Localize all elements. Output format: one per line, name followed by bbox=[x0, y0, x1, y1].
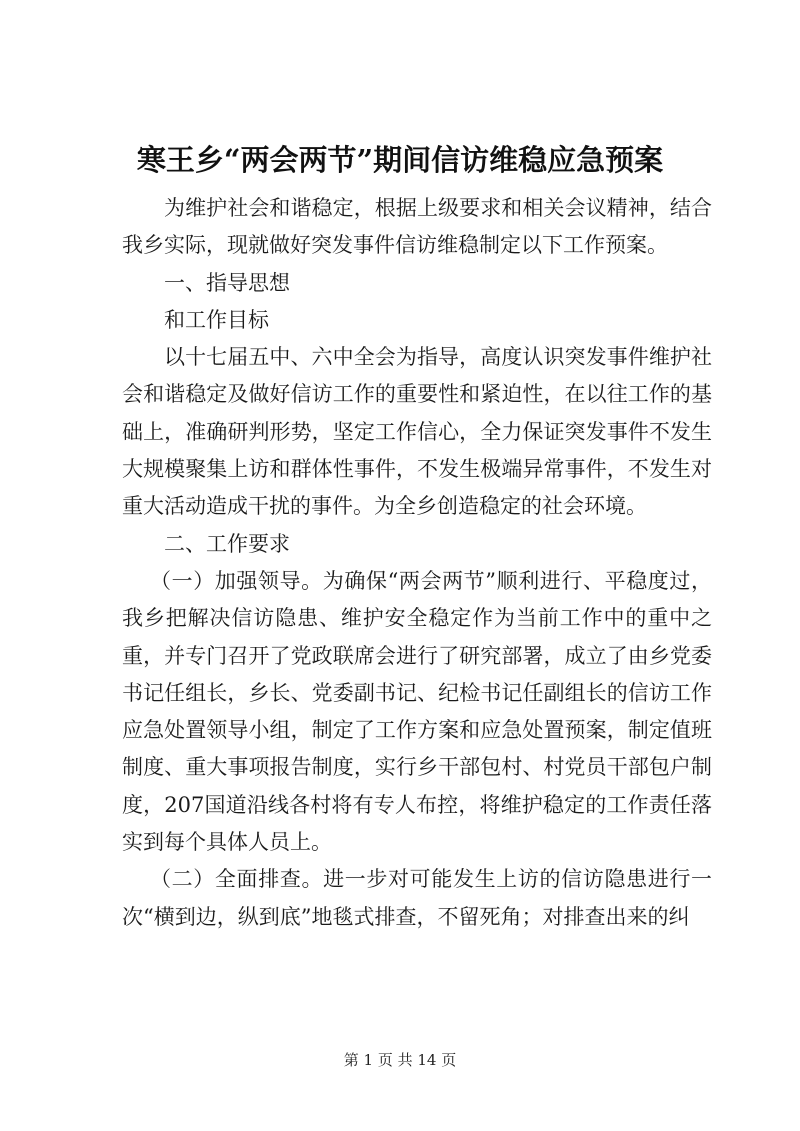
paragraph-strengthen-leadership: （一）加强领导。为确保“两会两节”顺利进行、平稳度过，我乡把解决信访隐患、维护安全稳定作为当前工作中的重中之重，并专门召开了党政联席会进行了研究部署，成立了由乡党委书记任组长，乡长、党委副书记、纪检书记任副组长的信访工作应急处置领导小组，制定了工作方案和应急处置预案，制定值班制度、重大事项报告制度，实行乡干部包村、村党员干部包户制度，207国道沿线各村将有专人布控，将维护稳定的工作责任落实到每个具体人员上。 bbox=[122, 568, 712, 855]
document-title: 寒王乡“两会两节”期间信访维稳应急预案 bbox=[136, 143, 664, 177]
section-heading-work-goals: 和工作目标 bbox=[164, 307, 269, 332]
paragraph-guiding-content: 以十七届五中、六中全会为指导，高度认识突发事件维护社会和谐稳定及做好信访工作的重要性和紧迫性，在以往工作的基础上，准确研判形势，坚定工作信心，全力保证突发事件不发生大规模聚集上访和群体性事件，不发生极端异常事件，不发生对重大活动造成干扰的事件。为全乡创造稳定的社会环境。 bbox=[122, 345, 712, 519]
document-body bbox=[122, 190, 712, 936]
section-heading-work-requirements: 二、工作要求 bbox=[164, 531, 290, 556]
section-heading-guiding-ideology: 一、指导思想 bbox=[164, 270, 290, 295]
page-footer: 第 1 页 共 14 页 bbox=[343, 1051, 457, 1069]
paragraph-intro: 为维护社会和谐稳定，根据上级要求和相关会议精神，结合我乡实际，现就做好突发事件信访维稳制定以下工作预案。 bbox=[122, 196, 712, 258]
paragraph-comprehensive-investigation: （二）全面排查。进一步对可能发生上访的信访隐患进行一次“横到边，纵到底”地毯式排查，不留死角；对排查出来的纠 bbox=[122, 867, 712, 929]
